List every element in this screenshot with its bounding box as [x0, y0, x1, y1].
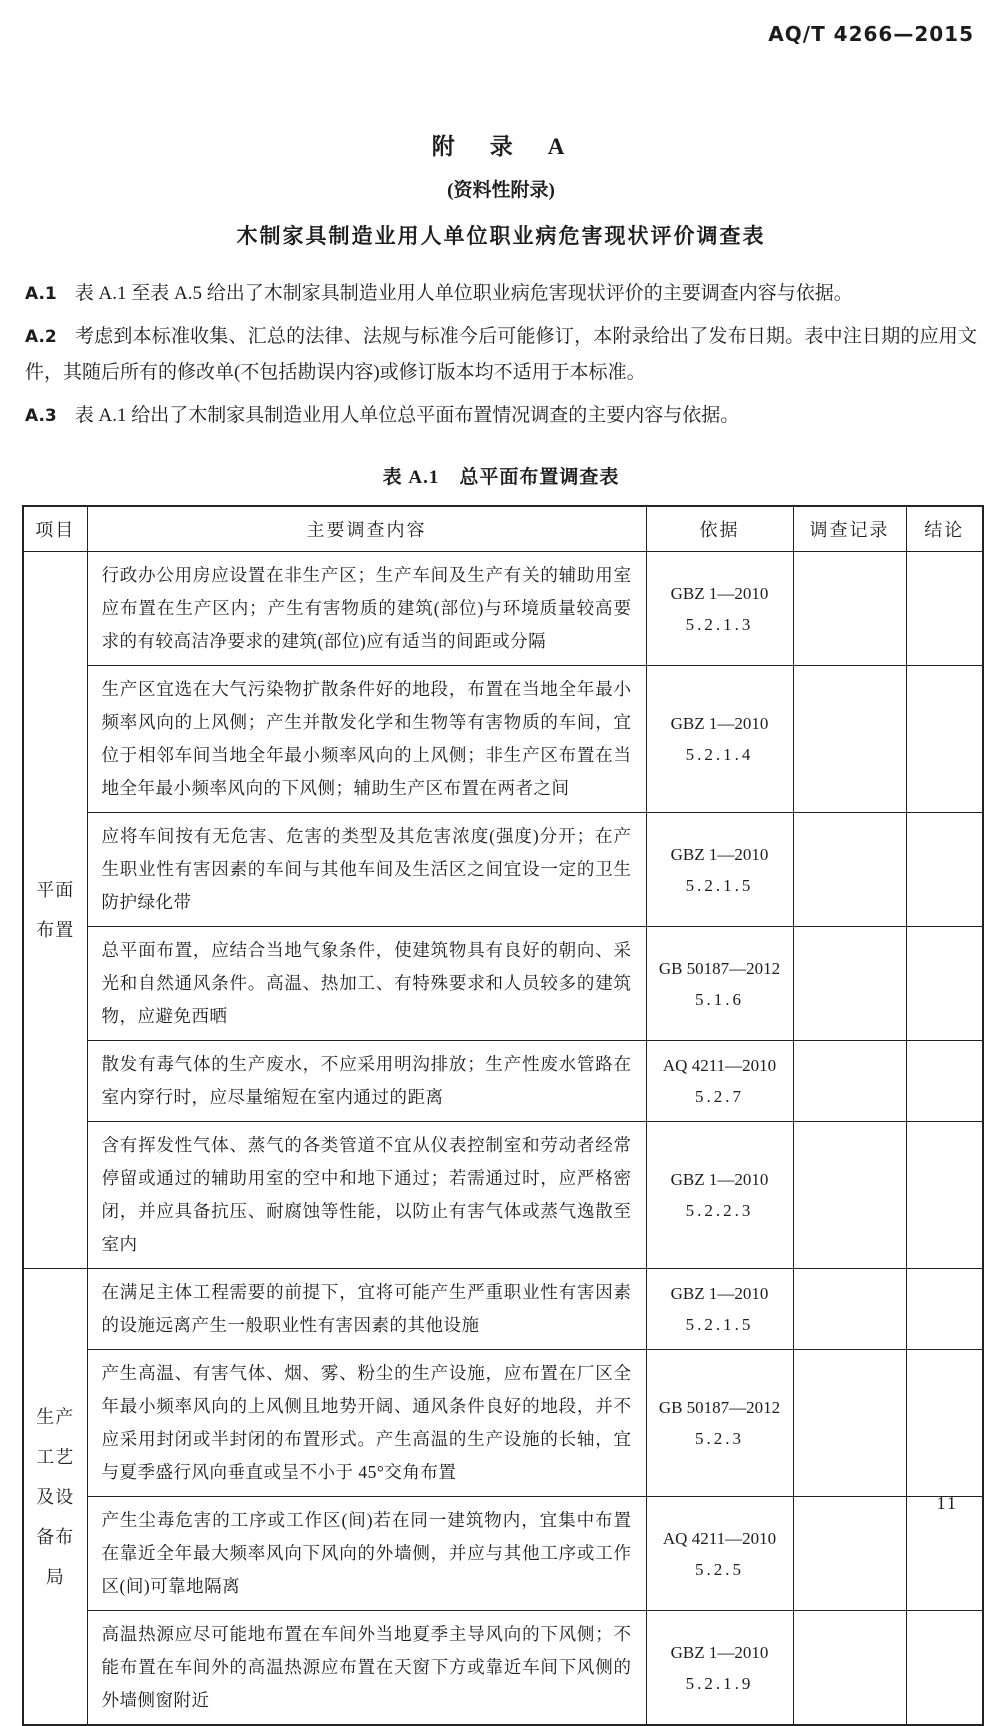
basis-standard: GBZ 1—2010 — [670, 844, 769, 864]
conclusion-cell — [906, 1269, 983, 1350]
content-cell: 在满足主体工程需要的前提下，宜将可能产生严重职业性有害因素的设施远离产生一般职业性有害因素的其他设施 — [87, 1269, 646, 1350]
content-cell: 产生高温、有害气体、烟、雾、粉尘的生产设施，应布置在厂区全年最小频率风向的上风侧且地势开阔、通风条件良好的地段，并不应采用封闭或半封闭的布置形式。产生高温的生产设施的长轴，宜与夏季盛行风向垂直或呈不小于 45°交角布置 — [87, 1350, 646, 1497]
basis-standard: GBZ 1—2010 — [670, 1170, 769, 1189]
basis-cell — [646, 1041, 793, 1122]
conclusion-cell — [906, 1611, 983, 1726]
paragraph-a3 — [25, 398, 977, 434]
paragraph-a3-text: 表 A.1 给出了木制家具制造业用人单位总平面布置情况调查的主要内容与依据。 — [74, 405, 740, 426]
group-label-layout: 平面布置 — [23, 552, 87, 1269]
paragraph-a1-label: A.1 — [25, 284, 57, 304]
survey-table — [22, 505, 984, 1726]
basis-clause: 5.1.6 — [695, 989, 744, 1009]
conclusion-cell — [906, 552, 983, 666]
record-cell — [793, 666, 906, 813]
content-cell: 产生尘毒危害的工序或工作区(间)若在同一建筑物内，宜集中布置在靠近全年最大频率风向下风向的外墙侧，并应与其他工序或工作区(间)可靠地隔离 — [87, 1497, 646, 1611]
record-cell — [793, 1611, 906, 1726]
conclusion-cell — [906, 927, 983, 1041]
group-label-process: 生产工艺及设备布局 — [23, 1269, 87, 1726]
table-row — [23, 1350, 983, 1497]
conclusion-cell — [906, 1041, 983, 1122]
basis-clause: 5.2.1.9 — [685, 1673, 754, 1693]
basis-cell — [646, 813, 793, 927]
conclusion-cell — [906, 1350, 983, 1497]
basis-clause: 5.2.1.5 — [685, 1315, 754, 1334]
conclusion-cell — [906, 813, 983, 927]
content-cell: 含有挥发性气体、蒸气的各类管道不宜从仪表控制室和劳动者经常停留或通过的辅助用室的空中和地下通过；若需通过时，应严格密闭，并应具备抗压、耐腐蚀等性能，以防止有害气体或蒸气逸散至室内 — [87, 1122, 646, 1269]
basis-cell — [646, 927, 793, 1041]
basis-clause: 5.2.7 — [695, 1087, 744, 1106]
content-cell: 散发有毒气体的生产废水，不应采用明沟排放；生产性废水管路在室内穿行时，应尽量缩短在室内通过的距离 — [87, 1041, 646, 1122]
record-cell — [793, 1041, 906, 1122]
table-row — [23, 1497, 983, 1611]
paragraph-a2-text: 考虑到本标准收集、汇总的法律、法规与标准今后可能修订，本附录给出了发布日期。表中注日期的应用文件，其随后所有的修改单(不包括勘误内容)或修订版本均不适用于本标准。 — [25, 326, 977, 383]
record-cell — [793, 1497, 906, 1611]
record-cell — [793, 1269, 906, 1350]
basis-cell — [646, 1269, 793, 1350]
basis-standard: GB 50187—2012 — [658, 1398, 781, 1417]
basis-standard: GBZ 1—2010 — [670, 1642, 769, 1662]
conclusion-cell — [906, 666, 983, 813]
basis-cell — [646, 552, 793, 666]
paragraph-a1 — [25, 276, 977, 312]
basis-clause: 5.2.2.3 — [685, 1201, 754, 1220]
basis-clause: 5.2.1.4 — [685, 745, 754, 764]
header-item: 项目 — [23, 506, 87, 552]
header-basis: 依据 — [646, 506, 793, 552]
basis-clause: 5.2.1.3 — [685, 614, 754, 634]
basis-standard: AQ 4211—2010 — [662, 1056, 777, 1075]
table-caption: 表 A.1 总平面布置调查表 — [382, 467, 620, 488]
header-content: 主要调查内容 — [87, 506, 646, 552]
basis-standard: AQ 4211—2010 — [662, 1528, 777, 1548]
table-row — [23, 927, 983, 1041]
basis-standard: GB 50187—2012 — [658, 958, 781, 978]
record-cell — [793, 927, 906, 1041]
basis-clause: 5.2.3 — [695, 1429, 744, 1448]
record-cell — [793, 1350, 906, 1497]
content-cell: 高温热源应尽可能地布置在车间外当地夏季主导风向的下风侧；不能布置在车间外的高温热源应布置在天窗下方或靠近车间下风侧的外墙侧窗附近 — [87, 1611, 646, 1726]
table-row — [23, 813, 983, 927]
basis-clause: 5.2.5 — [695, 1559, 744, 1579]
table-row — [23, 1611, 983, 1726]
basis-cell — [646, 1350, 793, 1497]
table-row — [23, 666, 983, 813]
document-reference: AQ/T 4266—2015 — [768, 22, 974, 46]
table-row — [23, 1269, 983, 1350]
record-cell — [793, 552, 906, 666]
basis-cell — [646, 666, 793, 813]
basis-standard: GBZ 1—2010 — [670, 714, 769, 733]
appendix-subtitle: (资料性附录) — [447, 180, 555, 201]
content-cell: 行政办公用房应设置在非生产区；生产车间及生产有关的辅助用室应布置在生产区内；产生有害物质的建筑(部位)与环境质量较高要求的有较高洁净要求的建筑(部位)应有适当的间距或分隔 — [87, 552, 646, 666]
basis-cell — [646, 1497, 793, 1611]
content-cell: 应将车间按有无危害、危害的类型及其危害浓度(强度)分开；在产生职业性有害因素的车间与其他车间及生活区之间宜设一定的卫生防护绿化带 — [87, 813, 646, 927]
paragraph-a3-label: A.3 — [25, 406, 57, 426]
content-cell: 总平面布置，应结合当地气象条件，使建筑物具有良好的朝向、采光和自然通风条件。高温、热加工、有特殊要求和人员较多的建筑物，应避免西晒 — [87, 927, 646, 1041]
record-cell — [793, 1122, 906, 1269]
appendix-title: 附 录 A — [431, 134, 571, 159]
appendix-heading: 木制家具制造业用人单位职业病危害现状评价调查表 — [236, 224, 766, 248]
page-number: 11 — [936, 1493, 958, 1513]
basis-cell — [646, 1122, 793, 1269]
basis-standard: GBZ 1—2010 — [670, 1284, 769, 1303]
paragraphs — [25, 276, 977, 434]
paragraph-a2 — [25, 319, 977, 391]
table-row — [23, 552, 983, 666]
basis-cell — [646, 1611, 793, 1726]
table-header-row — [23, 506, 983, 552]
conclusion-cell — [906, 1122, 983, 1269]
basis-clause: 5.2.1.5 — [685, 875, 754, 895]
basis-standard: GBZ 1—2010 — [670, 583, 769, 603]
record-cell — [793, 813, 906, 927]
header-record: 调查记录 — [793, 506, 906, 552]
table-row — [23, 1122, 983, 1269]
paragraph-a2-label: A.2 — [25, 327, 57, 347]
header-conclusion: 结论 — [906, 506, 983, 552]
content-cell: 生产区宜选在大气污染物扩散条件好的地段，布置在当地全年最小频率风向的上风侧；产生并散发化学和生物等有害物质的车间，宜位于相邻车间当地全年最小频率风向的上风侧；非生产区布置在当地全年最小频率风向的下风侧；辅助生产区布置在两者之间 — [87, 666, 646, 813]
paragraph-a1-text: 表 A.1 至表 A.5 给出了木制家具制造业用人单位职业病危害现状评价的主要调查内容与依据。 — [74, 283, 853, 304]
table-row — [23, 1041, 983, 1122]
